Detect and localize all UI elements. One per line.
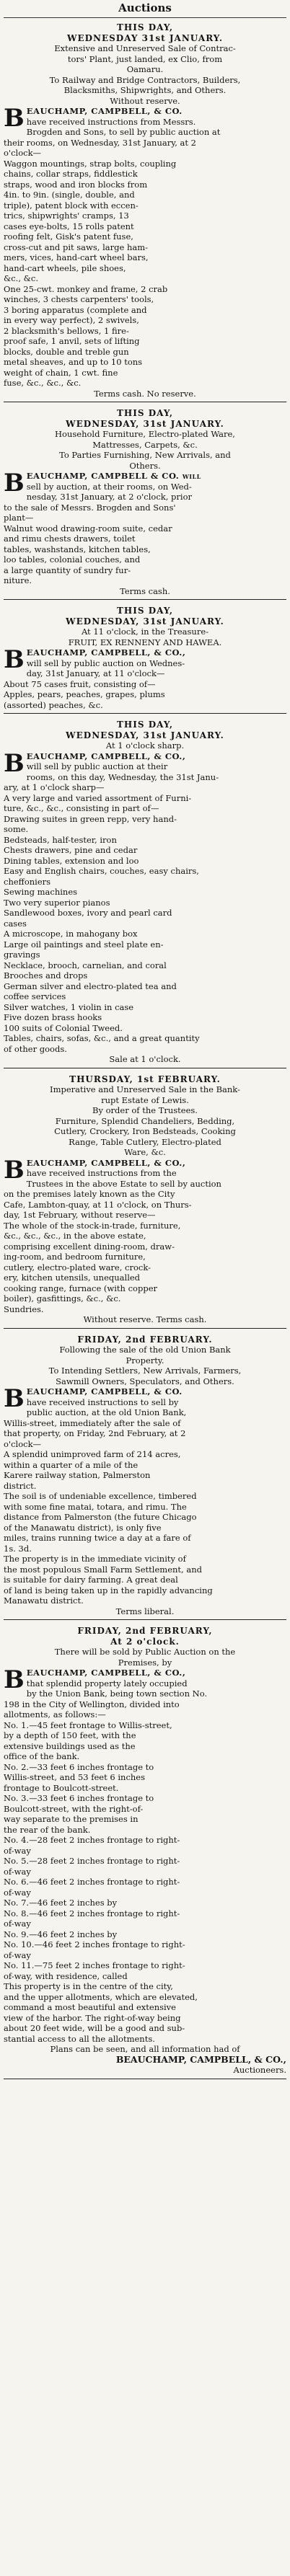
body-line: ery, kitchen utensils, unequalled bbox=[4, 1272, 141, 1283]
drop-cap: B bbox=[4, 1155, 25, 1185]
intro-line: At 1 o'clock sharp. bbox=[105, 740, 185, 751]
heading-line: FRIDAY, 2nd FEBRUARY. bbox=[77, 1334, 213, 1345]
terms: Plans can be seen, and all information had of bbox=[50, 2044, 240, 2054]
audience-line: To Parties Furnishing, New Arrivals, and bbox=[59, 450, 231, 460]
body-line: have received instructions from Messrs. bbox=[26, 116, 196, 127]
body-line: tables, washstands, kitchen tables, bbox=[4, 544, 151, 554]
body-line: Walnut wood drawing-room suite, cedar bbox=[4, 523, 172, 534]
body-line: ing-room, and bedroom furniture, bbox=[4, 1252, 146, 1262]
body-line: The property is in the immediate vicinity of bbox=[4, 1554, 186, 1564]
auctions-column bbox=[4, 0, 286, 2079]
body-line: No. 1.—45 feet frontage to Willis-street, bbox=[4, 1719, 172, 1730]
audience-line: To Intending Settlers, New Arrivals, Farmers, bbox=[48, 1366, 242, 1376]
body-line: Large oil paintings and steel plate en- bbox=[4, 939, 164, 950]
audience-line: Without reserve. bbox=[110, 95, 180, 106]
terms: Terms liberal. bbox=[115, 1606, 175, 1616]
body-line: a large quantity of sundry fur- bbox=[4, 565, 131, 575]
intro-line: By order of the Trustees. bbox=[92, 1105, 198, 1115]
body-line: the most populous Small Farm Settlement, and bbox=[4, 1564, 202, 1575]
body-line: have received instructions from the bbox=[26, 1168, 177, 1178]
body-line: Bedsteads, half-tester, iron bbox=[4, 834, 117, 845]
body-line: niture. bbox=[4, 575, 32, 585]
body-line: No. 3.—33 feet 6 inches frontage to bbox=[4, 1793, 154, 1803]
body-line: cross-cut and pit saws, large ham- bbox=[4, 242, 148, 252]
body-line: Waggon mountings, strap bolts, coupling bbox=[4, 158, 177, 169]
body-line: with some fine matai, totara, and rimu. The bbox=[4, 1501, 187, 1512]
body-line: (assorted) peaches, &c. bbox=[4, 699, 103, 710]
body-line: Sundries. bbox=[4, 1304, 44, 1314]
body-line: Easy and English chairs, couches, easy chairs, bbox=[4, 866, 199, 876]
audience-line: To Railway and Bridge Contractors, Builders, bbox=[49, 74, 241, 85]
body-line: blocks, double and treble gun bbox=[4, 346, 129, 357]
body-line: cutlery, electro-plated ware, crock- bbox=[4, 1262, 151, 1272]
body-line: trics, shipwrights' cramps, 13 bbox=[4, 211, 129, 221]
auction-notice bbox=[4, 715, 286, 1068]
intro-line: Extensive and Unreserved Sale of Contrac- bbox=[54, 43, 236, 53]
body-line: ary, at 1 o'clock sharp— bbox=[4, 782, 105, 792]
body-line: Chests drawers, pine and cedar bbox=[4, 845, 138, 855]
audience-line: Blacksmiths, Shipwrights, and Others. bbox=[63, 85, 227, 95]
terms: Sale at 1 o'clock. bbox=[109, 1054, 181, 1064]
body-line: loo tables, colonial couches, and bbox=[4, 554, 141, 565]
body-line: 2 blacksmith's bellows, 1 fire- bbox=[4, 325, 129, 336]
body-line: Brooches and drops bbox=[4, 970, 88, 981]
body-line: The whole of the stock-in-trade, furniture, bbox=[4, 1220, 181, 1231]
drop-cap: B bbox=[4, 1384, 25, 1413]
body-line: A splendid unimproved farm of 214 acres, bbox=[4, 1449, 181, 1459]
audience-line: Sawmill Owners, Speculators, and Others. bbox=[56, 1376, 234, 1386]
body-line: This property is in the centre of the city, bbox=[4, 1981, 173, 1991]
drop-cap: B bbox=[4, 645, 25, 674]
auction-notice bbox=[4, 1070, 286, 1329]
body-line: that splendid property lately occupied bbox=[26, 1678, 188, 1688]
body-line: No. 4.—28 feet 2 inches frontage to right- bbox=[4, 1835, 180, 1845]
body-line: Apples, pears, peaches, grapes, plums bbox=[4, 689, 165, 699]
auction-notice bbox=[4, 1330, 286, 1621]
drop-cap: B bbox=[4, 104, 25, 133]
body-line: 1s. 3d. bbox=[4, 1543, 32, 1554]
body-line: extensive buildings used as the bbox=[4, 1740, 136, 1751]
body-line: German silver and electro-plated tea and bbox=[4, 981, 177, 991]
body-line: Drawing suites in green repp, very hand- bbox=[4, 813, 177, 824]
body-line: of-way bbox=[4, 1949, 31, 1960]
body-line: that property, on Friday, 2nd February, at 2 bbox=[4, 1428, 186, 1438]
heading-line: WEDNESDAY, 31st JANUARY. bbox=[66, 418, 224, 429]
body-line: gravings bbox=[4, 950, 40, 960]
section-header: Auctions bbox=[4, 0, 286, 18]
body-line: EAUCHAMP, CAMPBELL, & CO. bbox=[26, 106, 183, 116]
heading-line: WEDNESDAY, 31st JANUARY. bbox=[66, 616, 224, 627]
body-line: roofing felt, Gisk's patent fuse, bbox=[4, 231, 133, 242]
body-line: their rooms, on Wednesday, 31st January, at 2 bbox=[4, 137, 196, 148]
body-line: o'clock— bbox=[4, 148, 42, 158]
body-line: The soil is of undeniable excellence, timbered bbox=[4, 1491, 197, 1501]
terms: Terms cash. bbox=[120, 585, 170, 596]
intro-line: At 11 o'clock, in the Treasure- bbox=[81, 627, 209, 637]
body-line: Five dozen brass hooks bbox=[4, 1012, 102, 1022]
body-line: triple), patent block with eccen- bbox=[4, 200, 139, 211]
body-line: boiler), gasfittings, &c., &c. bbox=[4, 1293, 121, 1304]
body-line: of-way bbox=[4, 1887, 31, 1898]
body-line: day, 31st January, at 11 o'clock— bbox=[26, 668, 165, 678]
body-line: in every way perfect), 2 swivels, bbox=[4, 315, 139, 325]
audience-line: Ware, &c. bbox=[124, 1147, 166, 1157]
body-line: nesday, 31st January, at 2 o'clock, prior bbox=[26, 492, 192, 502]
body-line: of-way, with residence, called bbox=[4, 1970, 128, 1981]
signature: BEAUCHAMP, CAMPBELL, & CO., bbox=[115, 2053, 286, 2065]
body-line: weight of chain, 1 cwt. fine bbox=[4, 367, 118, 378]
intro-line: There will be sold by Public Auction on the bbox=[54, 1647, 236, 1657]
body-line: No. 2.—33 feet 6 inches frontage to bbox=[4, 1761, 154, 1772]
body-line: &c., &c., &c., in the above estate, bbox=[4, 1231, 146, 1241]
body-line: A very large and varied assortment of Furni- bbox=[4, 792, 192, 803]
body-line: plant— bbox=[4, 513, 34, 523]
body-line: Necklace, brooch, carnelian, and coral bbox=[4, 960, 167, 970]
body-line: EAUCHAMP, CAMPBELL, & CO., bbox=[26, 751, 186, 761]
body-line: office of the bank. bbox=[4, 1751, 80, 1761]
auction-notice bbox=[4, 601, 286, 714]
body-line: Cafe, Lambton-quay, at 11 o'clock, on Thurs- bbox=[4, 1199, 192, 1210]
body-line: Willis-street, immediately after the sale of bbox=[4, 1417, 181, 1428]
intro-line: rupt Estate of Lewis. bbox=[101, 1094, 189, 1105]
body-line: the rear of the bank. bbox=[4, 1824, 91, 1835]
body-line: public auction, at the old Union Bank, bbox=[26, 1407, 187, 1417]
body-line: sell by auction, at their rooms, on Wed- bbox=[26, 481, 192, 492]
body-line: allotments, as follows:— bbox=[4, 1709, 106, 1719]
body-line: Karere railway station, Palmerston bbox=[4, 1470, 151, 1480]
body-line: metal sheaves, and up to 10 tons bbox=[4, 357, 143, 367]
body-line: some. bbox=[4, 824, 29, 834]
heading-line: WEDNESDAY 31st JANUARY. bbox=[66, 32, 223, 43]
body-line: No. 9.—46 feet 2 inches by bbox=[4, 1929, 118, 1939]
body-line: and the upper allotments, which are elevated, bbox=[4, 1991, 198, 2002]
body-line: cooking range, furnace (with copper bbox=[4, 1283, 158, 1293]
body-line: Tables, chairs, sofas, &c., and a great quantity bbox=[4, 1033, 200, 1043]
body-line: o'clock— bbox=[4, 1438, 42, 1449]
heading-line: THIS DAY, bbox=[116, 720, 174, 730]
body-line: EAUCHAMP, CAMPBELL, & CO., bbox=[26, 647, 186, 658]
body-line: and rimu chests drawers, toilet bbox=[4, 534, 136, 544]
body-line: One 25-cwt. monkey and frame, 2 crab bbox=[4, 283, 168, 294]
body-line: by the Union Bank, being town section No. bbox=[26, 1688, 208, 1699]
intro-line: Property. bbox=[126, 1355, 164, 1366]
body-line: chains, collar straps, fiddlestick bbox=[4, 169, 138, 179]
body-line: command a most beautiful and extensive bbox=[4, 2002, 176, 2012]
audience-line: Range, Table Cutlery, Electro-plated bbox=[69, 1136, 221, 1147]
body-line: winches, 3 chests carpenters' tools, bbox=[4, 294, 154, 304]
heading-line: THURSDAY, 1st FEBRUARY. bbox=[69, 1074, 221, 1084]
body-line: No. 8.—46 feet 2 inches frontage to right- bbox=[4, 1908, 180, 1918]
drop-cap: B bbox=[4, 469, 25, 497]
heading-line: THIS DAY, bbox=[116, 606, 174, 616]
body-line: 198 in the City of Wellington, divided into bbox=[4, 1699, 180, 1709]
body-line: No. 10.—46 feet 2 inches frontage to right- bbox=[4, 1939, 185, 1949]
body-line: Two very superior pianos bbox=[4, 897, 110, 908]
body-line: 4in. to 9in. (single, double, and bbox=[4, 190, 135, 200]
heading-line: THIS DAY, bbox=[116, 22, 174, 32]
intro-line: Imperative and Unreserved Sale in the Bank- bbox=[50, 1084, 240, 1094]
intro-line: tors' Plant, just landed, ex Clio, from bbox=[67, 53, 223, 64]
body-line: proof safe, 1 anvil, sets of lifting bbox=[4, 336, 140, 346]
body-line: of other goods. bbox=[4, 1043, 67, 1054]
body-line: cases bbox=[4, 918, 27, 929]
terms: Without reserve. Terms cash. bbox=[83, 1314, 207, 1324]
intro-line: Oamaru. bbox=[126, 64, 164, 74]
body-line: comprising excellent dining-room, draw- bbox=[4, 1241, 175, 1252]
body-line: A microscope, in mahogany box bbox=[4, 929, 138, 939]
body-line: EAUCHAMP, CAMPBELL, & CO., bbox=[26, 1157, 186, 1168]
body-line: 100 suits of Colonial Tweed. bbox=[4, 1022, 123, 1033]
body-line: EAUCHAMP, CAMPBELL & CO. will bbox=[26, 471, 201, 481]
intro-line: Mattresses, Carpets, &c. bbox=[92, 439, 198, 450]
body-line: district. bbox=[4, 1480, 37, 1491]
ads-container bbox=[4, 18, 286, 2079]
body-line: Dining tables, extension and loo bbox=[4, 855, 139, 866]
body-line: Willis-street, and 53 feet 6 inches bbox=[4, 1772, 146, 1782]
body-line: miles, trains running twice a day at a fare of bbox=[4, 1533, 191, 1543]
body-line: mers, vices, hand-cart wheel bars, bbox=[4, 252, 149, 262]
body-line: About 75 cases fruit, consisting of— bbox=[4, 678, 156, 689]
body-line: of the Manawatu district), is only five bbox=[4, 1522, 162, 1533]
body-line: Boulcott-street, with the right-of- bbox=[4, 1803, 144, 1814]
body-line: fuse, &c., &c., &c. bbox=[4, 378, 82, 388]
body-line: within a quarter of a mile of the bbox=[4, 1459, 139, 1470]
body-line: distance from Palmerston (the future Chicago bbox=[4, 1512, 197, 1522]
body-line: of land is being taken up in the rapidly advancing bbox=[4, 1585, 213, 1595]
body-line: of-way bbox=[4, 1918, 31, 1929]
body-line: EAUCHAMP, CAMPBELL, & CO. bbox=[26, 1386, 183, 1397]
heading-line: THIS DAY, bbox=[116, 408, 174, 418]
body-line: frontage to Boulcott-street. bbox=[4, 1782, 119, 1793]
body-line: stantial access to all the allotments. bbox=[4, 2033, 155, 2044]
body-line: ture, &c., &c., consisting in part of— bbox=[4, 803, 159, 813]
body-line: of-way bbox=[4, 1866, 31, 1877]
body-line: No. 5.—28 feet 2 inches frontage to right- bbox=[4, 1856, 180, 1866]
body-line: No. 7.—46 feet 2 inches by bbox=[4, 1898, 118, 1908]
body-line: way separate to the premises in bbox=[4, 1814, 139, 1824]
audience-line: Furniture, Splendid Chandeliers, Bedding, bbox=[55, 1115, 235, 1126]
body-line: rooms, on this day, Wednesday, the 31st Janu- bbox=[26, 771, 219, 782]
body-line: 3 boring apparatus (complete and bbox=[4, 304, 147, 315]
body-line: of-way bbox=[4, 1845, 31, 1856]
body-line: view of the harbor. The right-of-way being bbox=[4, 2012, 181, 2023]
audience-line: Cutlery, Crockery, Iron Bedsteads, Cooking bbox=[54, 1126, 236, 1136]
drop-cap: B bbox=[4, 1665, 25, 1694]
body-line: day, 1st February, without reserve— bbox=[4, 1210, 156, 1220]
body-line: No. 6.—46 feet 2 inches frontage to right- bbox=[4, 1877, 180, 1887]
heading-line: WEDNESDAY, 31st JANUARY. bbox=[66, 730, 224, 740]
audience-line: Others. bbox=[129, 460, 161, 471]
terms: Terms cash. No reserve. bbox=[94, 388, 196, 399]
body-line: to the sale of Messrs. Brogden and Sons' bbox=[4, 502, 176, 513]
body-line: cases eye-bolts, 15 rolls patent bbox=[4, 221, 134, 231]
auction-notice bbox=[4, 404, 286, 600]
body-line: is suitable for dairy farming. A great deal bbox=[4, 1575, 178, 1585]
body-line: about 20 feet wide, will be a good and sub- bbox=[4, 2023, 185, 2033]
body-line: straps, wood and iron blocks from bbox=[4, 179, 148, 190]
body-line: by a depth of 150 feet, with the bbox=[4, 1730, 136, 1740]
body-line: have received instructions to sell by bbox=[26, 1397, 179, 1407]
body-line: Manawatu district. bbox=[4, 1595, 84, 1606]
intro-line: Following the sale of the old Union Bank bbox=[59, 1345, 231, 1355]
body-line: Brogden and Sons, to sell by public auction at bbox=[26, 127, 221, 137]
body-line: will sell by public auction at their bbox=[26, 761, 168, 771]
body-line: Silver watches, 1 violin in case bbox=[4, 1001, 134, 1012]
heading-line: At 2 o'clock. bbox=[110, 1636, 180, 1647]
body-line: on the premises lately known as the City bbox=[4, 1189, 175, 1199]
body-line: &c., &c. bbox=[4, 273, 38, 283]
auction-notice bbox=[4, 18, 286, 402]
body-line: Trustees in the above Estate to sell by auction bbox=[26, 1178, 221, 1189]
body-line: cheffoniers bbox=[4, 876, 51, 887]
body-line: EAUCHAMP, CAMPBELL, & CO., bbox=[26, 1668, 186, 1678]
signature-sub: Auctioneers. bbox=[233, 2065, 286, 2075]
intro-line: FRUIT, EX RENNENY AND HAWEA. bbox=[68, 637, 222, 647]
auction-notice bbox=[4, 1621, 286, 2079]
body-line: hand-cart wheels, pile shoes, bbox=[4, 262, 126, 273]
body-line: Sandlewood boxes, ivory and pearl card bbox=[4, 908, 172, 918]
drop-cap: B bbox=[4, 748, 25, 778]
heading-line: FRIDAY, 2nd FEBRUARY, bbox=[77, 1626, 213, 1636]
intro-line: Household Furniture, Electro-plated Ware, bbox=[55, 429, 235, 439]
body-line: Sewing machines bbox=[4, 887, 78, 897]
body-line: will sell by public auction on Wednes- bbox=[26, 658, 185, 668]
body-line: coffee services bbox=[4, 991, 66, 1001]
body-line: No. 11.—75 feet 2 inches frontage to right- bbox=[4, 1960, 185, 1970]
intro-line: Premises, by bbox=[118, 1657, 172, 1668]
